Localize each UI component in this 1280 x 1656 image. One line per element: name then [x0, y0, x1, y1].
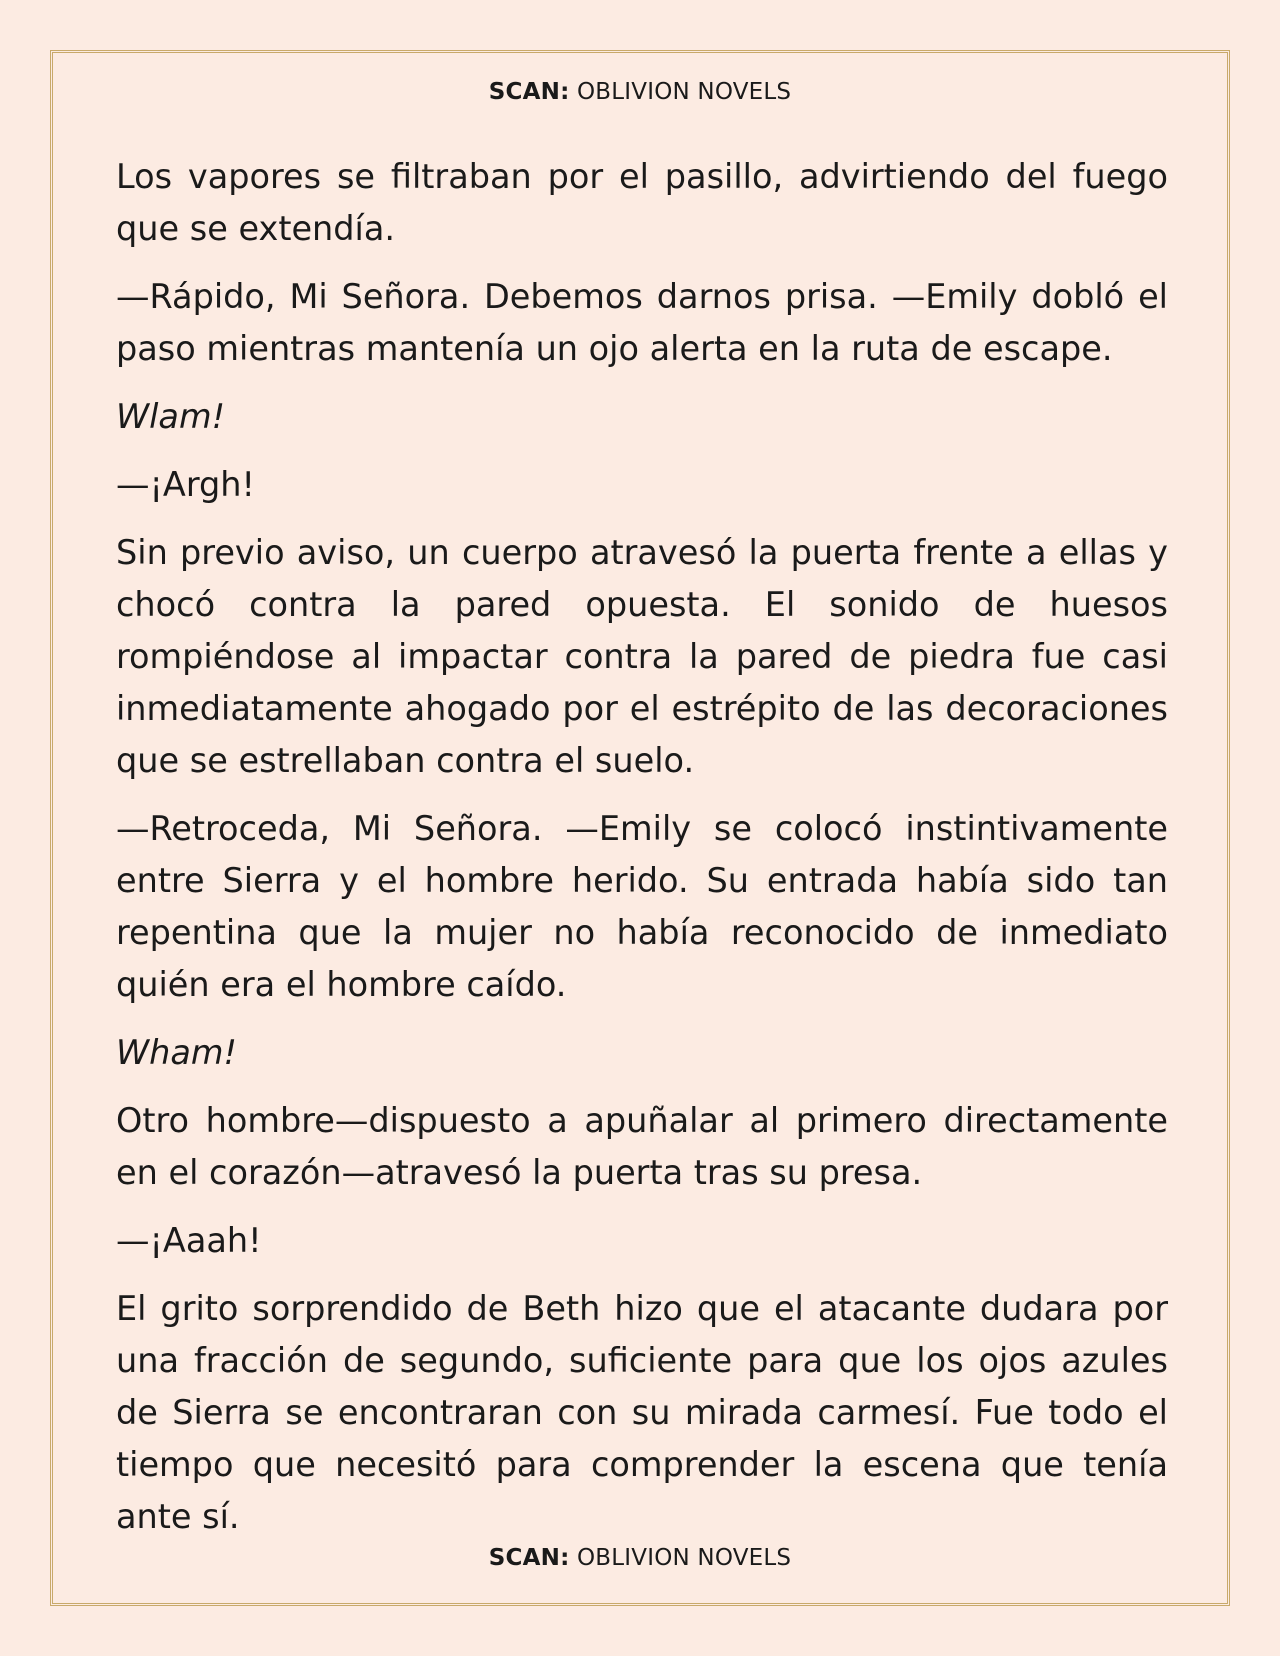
sound-effect: Wham! — [116, 1033, 237, 1072]
page-footer — [53, 1545, 1227, 1571]
paragraph: —Rápido, Mi Señora. Debemos darnos prisa. —Emily dobló el paso mientras mantenía un ojo alerta en la ruta de escape. — [116, 277, 1168, 368]
paragraph: El grito sorprendido de Beth hizo que el atacante dudara por una fracción de segundo, suficiente para que los ojos azules de Sierra se encontraran con su mirada carmesí. Fue todo el tiempo que necesitó para comprender la escena que tenía ante sí. — [116, 1289, 1168, 1536]
paragraph: —¡Argh! — [116, 465, 255, 504]
body-text — [116, 151, 1168, 1559]
paragraph: —Retroceda, Mi Señora. —Emily se colocó instintivamente entre Sierra y el hombre herido. Su entrada había sido tan repentina que la mujer no había reconocido de inmediato quién era el hombre caído. — [116, 809, 1168, 1004]
footer-scan-source: OBLIVION NOVELS — [577, 1545, 792, 1571]
footer-scan-label: SCAN: — [488, 1545, 570, 1571]
sound-effect: Wlam! — [116, 397, 226, 436]
paragraph: Sin previo aviso, un cuerpo atravesó la puerta frente a ellas y chocó contra la pared opuesta. El sonido de huesos rompiéndose al impactar contra la pared de piedra fue casi inmediatamente ahogado por el estrépito de las decoraciones que se estrellaban contra el suelo. — [116, 533, 1168, 780]
paragraph: Otro hombre—dispuesto a apuñalar al primero directamente en el corazón—atravesó la puerta tras su presa. — [116, 1101, 1168, 1192]
header-scan-label: SCAN: — [488, 79, 570, 105]
paragraph: Los vapores se filtraban por el pasillo, advirtiendo del fuego que se extendía. — [116, 157, 1168, 248]
paragraph: —¡Aaah! — [116, 1221, 262, 1260]
page-frame — [50, 50, 1230, 1606]
page-header — [53, 79, 1227, 105]
header-scan-source: OBLIVION NOVELS — [577, 79, 792, 105]
